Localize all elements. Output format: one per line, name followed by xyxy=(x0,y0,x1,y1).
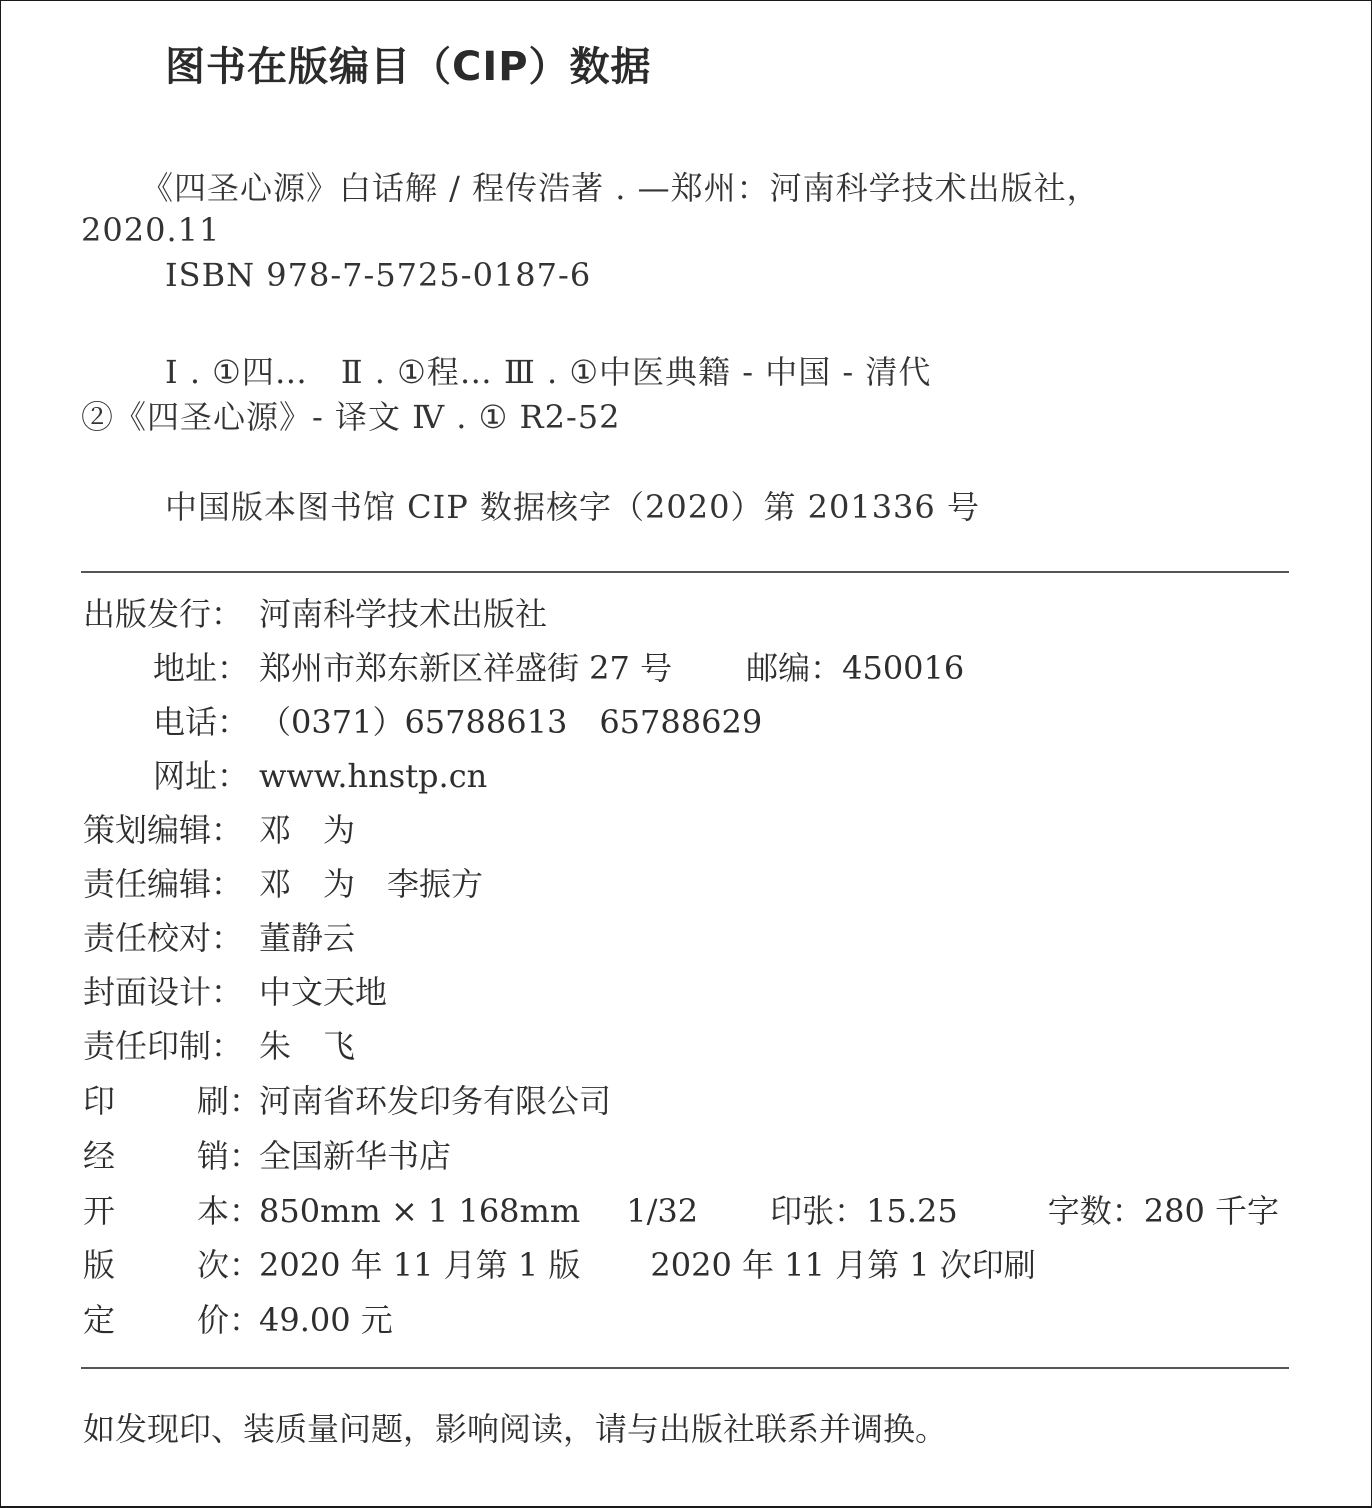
address-label: 地址： xyxy=(153,649,250,687)
address-row xyxy=(83,643,964,689)
format-fold: 1/32 xyxy=(626,1192,699,1230)
isbn: ISBN 978-7-5725-0187-6 xyxy=(165,256,592,294)
credit-row xyxy=(83,913,355,959)
printing-value: 河南省环发印务有限公司 xyxy=(259,1082,612,1120)
print-run-value: 2020 年 11 月第 1 次印刷 xyxy=(650,1246,1036,1284)
sheets-value: 15.25 xyxy=(866,1192,958,1230)
word-count-value: 280 千字 xyxy=(1143,1192,1279,1230)
credit-row xyxy=(83,967,387,1013)
word-count-label: 字数： xyxy=(1047,1192,1144,1230)
price-value: 49.00 元 xyxy=(259,1301,393,1339)
format-label: 开 本： xyxy=(83,1192,262,1230)
phone-label: 电话： xyxy=(153,703,250,741)
credit-value: 中文天地 xyxy=(259,973,388,1011)
printing-label: 印 刷： xyxy=(83,1082,262,1120)
publisher-row xyxy=(83,589,547,635)
cip-title-line: 《四圣心源》白话解 / 程传浩著 . —郑州：河南科学技术出版社， xyxy=(141,169,1100,207)
credit-label: 封面设计： xyxy=(83,973,244,1011)
credit-label: 策划编辑： xyxy=(83,811,244,849)
edition-value: 2020 年 11 月第 1 版 xyxy=(259,1246,581,1284)
credit-row xyxy=(83,805,355,851)
printing-row xyxy=(83,1076,611,1122)
credit-value: 朱 飞 xyxy=(259,1027,356,1065)
credit-value: 邓 为 李振方 xyxy=(259,865,484,903)
credit-row xyxy=(83,859,483,905)
distribution-value: 全国新华书店 xyxy=(259,1137,452,1175)
phone-value: （0371）65788613 65788629 xyxy=(259,703,763,741)
price-row xyxy=(83,1295,393,1341)
postcode-value: 450016 xyxy=(842,649,965,687)
credit-label: 责任校对： xyxy=(83,919,244,957)
divider-bottom xyxy=(81,1367,1289,1369)
credit-label: 责任编辑： xyxy=(83,865,244,903)
website-row xyxy=(83,751,487,797)
cip-classification-line-1: Ⅰ . ①四… Ⅱ . ①程… Ⅲ . ①中医典籍 - 中国 - 清代 xyxy=(165,353,932,391)
sheets-label: 印张： xyxy=(770,1192,867,1230)
format-value: 850mm × 1 168mm xyxy=(259,1192,581,1230)
publisher-label: 出版发行： xyxy=(83,595,244,633)
price-label: 定 价： xyxy=(83,1301,262,1339)
credit-row xyxy=(83,1021,355,1067)
page-title: 图书在版编目（CIP）数据 xyxy=(165,44,652,90)
website-label: 网址： xyxy=(153,757,250,795)
quality-notice: 如发现印、装质量问题，影响阅读，请与出版社联系并调换。 xyxy=(83,1410,948,1448)
publisher-value: 河南科学技术出版社 xyxy=(259,595,548,633)
cip-classification-line-2: ②《四圣心源》- 译文 Ⅳ . ① R2-52 xyxy=(81,398,621,436)
edition-label: 版 次： xyxy=(83,1246,262,1284)
distribution-label: 经 销： xyxy=(83,1137,262,1175)
cip-record-number: 中国版本图书馆 CIP 数据核字（2020）第 201336 号 xyxy=(165,488,980,526)
format-row xyxy=(83,1186,1279,1232)
phone-row xyxy=(83,697,762,743)
edition-row xyxy=(83,1240,1036,1286)
address-value: 郑州市郑东新区祥盛街 27 号 xyxy=(259,649,673,687)
divider-top xyxy=(81,571,1289,573)
cip-date-line: 2020.11 xyxy=(81,211,221,249)
credit-label: 责任印制： xyxy=(83,1027,244,1065)
website-value: www.hnstp.cn xyxy=(259,757,488,795)
credit-value: 邓 为 xyxy=(259,811,356,849)
postcode-label: 邮编： xyxy=(746,649,843,687)
distribution-row xyxy=(83,1131,451,1177)
credit-value: 董静云 xyxy=(259,919,356,957)
